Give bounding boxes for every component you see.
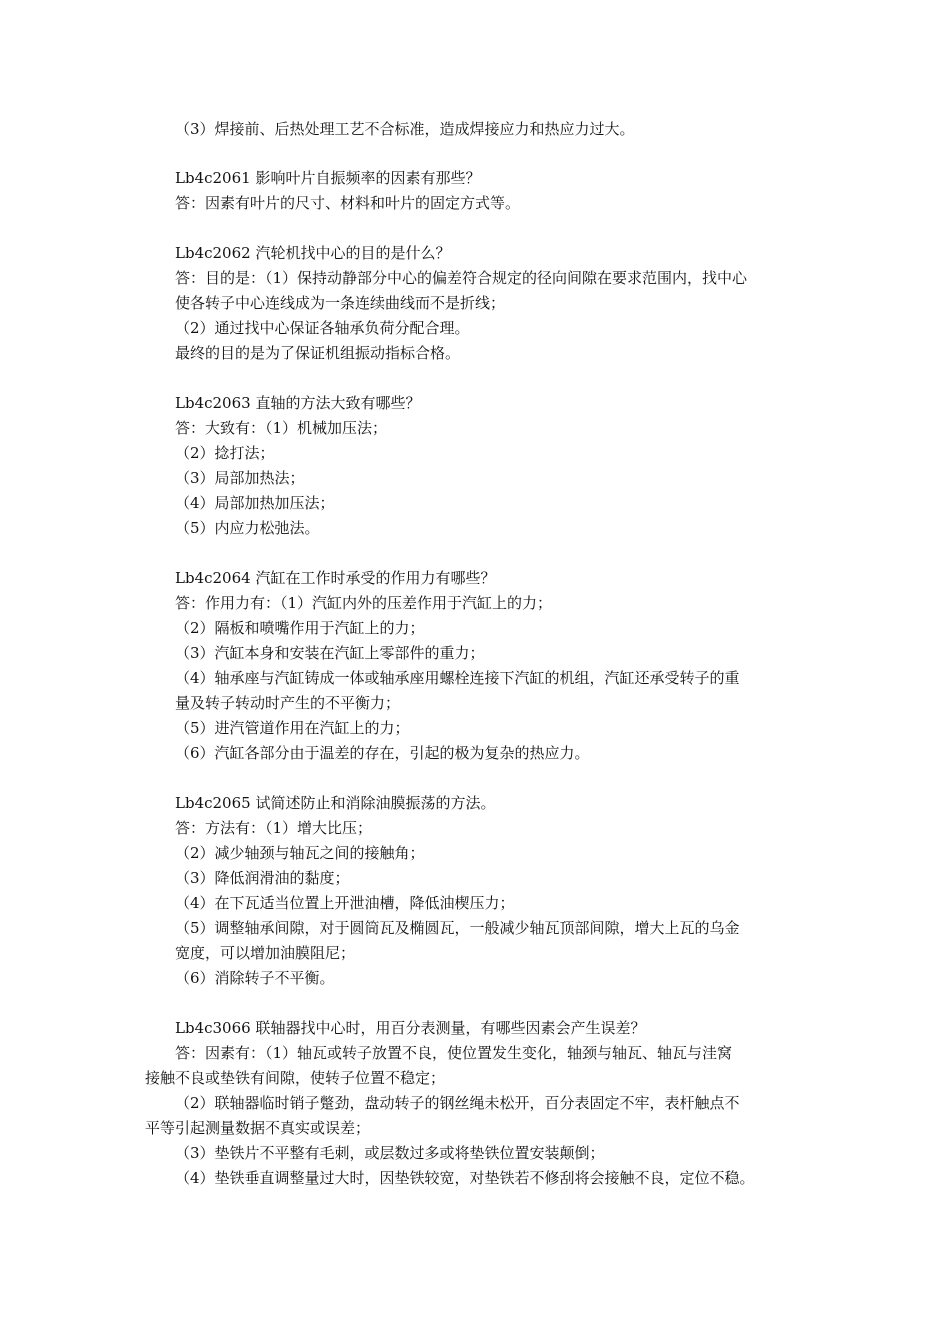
question-heading: Lb4c3066 联轴器找中心时，用百分表测量，有哪些因素会产生误差？: [175, 1019, 646, 1037]
question-heading: Lb4c2062 汽轮机找中心的目的是什么？: [175, 244, 451, 262]
answer-line: 量及转子转动时产生的不平衡力；: [175, 694, 401, 712]
answer-line: 答：方法有：（1）增大比压；: [175, 819, 373, 837]
answer-line: （3）焊接前、后热处理工艺不合标准，造成焊接应力和热应力过大。: [175, 120, 635, 138]
answer-line: （4）轴承座与汽缸铸成一体或轴承座用螺栓连接下汽缸的机组，汽缸还承受转子的重: [175, 669, 740, 687]
answer-line: （2）捻打法；: [175, 444, 275, 462]
question-heading: Lb4c2063 直轴的方法大致有哪些？: [175, 394, 421, 412]
answer-line: 接触不良或垫铁有间隙，使转子位置不稳定；: [145, 1069, 446, 1087]
answer-line: （2）通过找中心保证各轴承负荷分配合理。: [175, 319, 470, 337]
answer-line: （5）调整轴承间隙，对于圆筒瓦及椭圆瓦，一般减少轴瓦顶部间隙，增大上瓦的乌金: [175, 919, 740, 937]
question-heading: Lb4c2065 试简述防止和消除油膜振荡的方法。: [175, 794, 496, 812]
answer-line: 答：目的是：（1）保持动静部分中心的偏差符合规定的径向间隙在要求范围内，找中心: [175, 269, 748, 287]
answer-line: （5）内应力松弛法。: [175, 519, 320, 537]
answer-line: 答：作用力有：（1）汽缸内外的压差作用于汽缸上的力；: [175, 594, 553, 612]
answer-line: （3）汽缸本身和安装在汽缸上零部件的重力；: [175, 644, 485, 662]
answer-line: 使各转子中心连线成为一条连续曲线而不是折线；: [175, 294, 506, 312]
question-heading: Lb4c2061 影响叶片自振频率的因素有那些？: [175, 169, 481, 187]
answer-line: （2）隔板和喷嘴作用于汽缸上的力；: [175, 619, 425, 637]
answer-line: （3）降低润滑油的黏度；: [175, 869, 350, 887]
answer-line: 平等引起测量数据不真实或误差；: [145, 1119, 371, 1137]
answer-line: （4）局部加热加压法；: [175, 494, 335, 512]
answer-line: （3）局部加热法；: [175, 469, 305, 487]
answer-line: （3）垫铁片不平整有毛刺，或层数过多或将垫铁位置安装颠倒；: [175, 1144, 605, 1162]
answer-line: （4）在下瓦适当位置上开泄油槽，降低油楔压力；: [175, 894, 515, 912]
answer-line: （2）减少轴颈与轴瓦之间的接触角；: [175, 844, 425, 862]
answer-line: 最终的目的是为了保证机组振动指标合格。: [175, 344, 461, 362]
answer-line: （2）联轴器临时销子蹩劲，盘动转子的钢丝绳未松开，百分表固定不牢，表杆触点不: [175, 1094, 740, 1112]
answer-line: 宽度，可以增加油膜阻尼；: [175, 944, 356, 962]
answer-line: 答：大致有：（1）机械加压法；: [175, 419, 388, 437]
answer-line: （6）汽缸各部分由于温差的存在，引起的极为复杂的热应力。: [175, 744, 590, 762]
answer-line: （5）进汽管道作用在汽缸上的力；: [175, 719, 410, 737]
answer-line: （6）消除转子不平衡。: [175, 969, 335, 987]
answer-line: （4）垫铁垂直调整量过大时，因垫铁较宽，对垫铁若不修刮将会接触不良，定位不稳。: [175, 1169, 755, 1187]
question-heading: Lb4c2064 汽缸在工作时承受的作用力有哪些？: [175, 569, 496, 587]
answer-line: 答：因素有叶片的尺寸、材料和叶片的固定方式等。: [175, 194, 521, 212]
answer-line: 答：因素有：（1）轴瓦或转子放置不良，使位置发生变化，轴颈与轴瓦、轴瓦与洼窝: [175, 1044, 733, 1062]
